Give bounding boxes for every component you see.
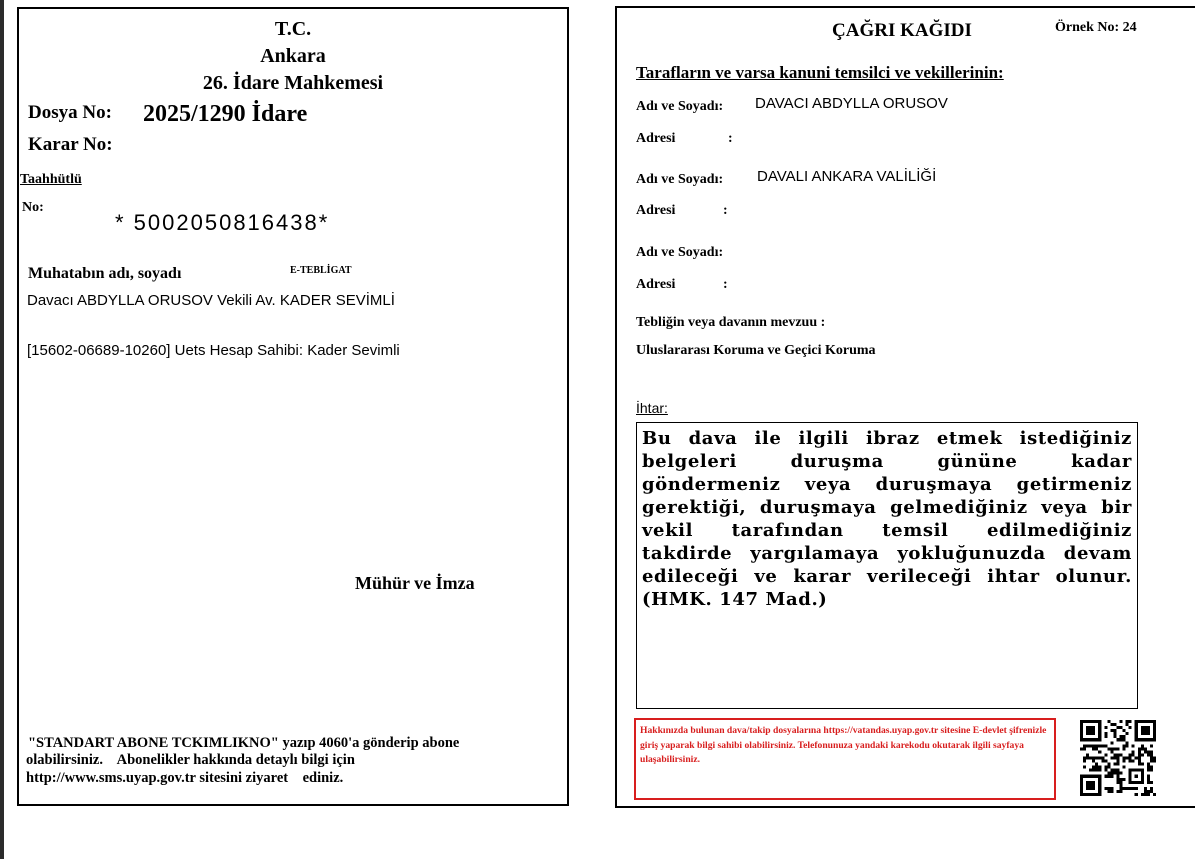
muhatap-value: Davacı ABDYLLA ORUSOV Vekili Av. KADER SEVİMLİ [27, 292, 395, 309]
court-line-1: T.C. [274, 18, 312, 40]
muhatap-label: Muhatabın adı, soyadı [28, 265, 182, 282]
no-label: No: [22, 200, 44, 215]
party2-addr-colon: : [723, 203, 728, 218]
summons-title: ÇAĞRI KAĞIDI [832, 20, 972, 41]
muhur-imza: Mühür ve İmza [355, 573, 475, 593]
karar-label: Karar No: [28, 134, 113, 155]
barcode-number: * 5002050816438* [115, 210, 330, 235]
page-edge [0, 0, 4, 859]
warning-box [636, 422, 1138, 709]
court-line-2: Ankara [260, 45, 326, 67]
uyap-info-box [634, 718, 1056, 800]
party2-addr-label: Adresi [636, 203, 676, 218]
party2-name-label: Adı ve Soyadı: [636, 172, 724, 187]
party1-name-label: Adı ve Soyadı: [636, 99, 724, 114]
sms-info-line-3: http://www.sms.uyap.gov.tr sitesini ziyaret ediniz. [26, 770, 344, 786]
etebligat-label: E-TEBLİGAT [290, 265, 352, 276]
court-line-3: 26. İdare Mahkemesi [202, 72, 384, 94]
party3-addr-colon: : [723, 277, 728, 292]
sms-info-line-1: "STANDART ABONE TCKIMLIKNO" yazıp 4060'a gönderip abone [28, 735, 460, 751]
ihtar-label: İhtar: [636, 400, 668, 416]
qr-code-icon[interactable] [1080, 720, 1156, 796]
party3-addr-label: Adresi [636, 277, 676, 292]
party1-addr-colon: : [728, 131, 733, 146]
party1-name-value: DAVACI ABDYLLA ORUSOV [755, 95, 948, 112]
taahhutlu-label: Taahhütlü [20, 172, 82, 187]
party2-name-value: DAVALI ANKARA VALİLİĞİ [757, 168, 937, 185]
uyap-info-text: Hakkınızda bulunan dava/takip dosyalarına https://vatandas.uyap.gov.tr sitesine E-devlet şifrenizle giriş yaparak bilgi sahibi olabilirsiniz. Telefonunuza yandaki karekodu okutarak ilgili sayfaya ulaşabilirsiniz. [640, 725, 1047, 765]
dosya-value: 2025/1290 İdare [143, 101, 308, 127]
parties-heading: Tarafların ve varsa kanuni temsilci ve vekillerinin: [636, 63, 1004, 82]
dosya-label: Dosya No: [28, 102, 112, 123]
uets-value: [15602-06689-10260] Uets Hesap Sahibi: Kader Sevimli [27, 342, 400, 359]
ornek-no: Örnek No: 24 [1055, 20, 1137, 35]
subject-label: Tebliğin veya davanın mevzuu : [636, 315, 826, 330]
party3-name-label: Adı ve Soyadı: [636, 245, 724, 260]
subject-value: Uluslararası Koruma ve Geçici Koruma [636, 343, 876, 358]
sms-info-line-2: olabilirsiniz. Abonelikler hakkında detaylı bilgi için [26, 752, 355, 768]
warning-text: Bu dava ile ilgili ibraz etmek istediğiniz belgeleri duruşma gününe kadar göndermeniz veya duruşmaya getirmeniz gerektiği, duruşmaya gelmediğiniz veya bir vekil tarafından temsil edilmediğiniz takdirde yargılamaya yokluğunuzda devam edileceği ve karar verileceği ihtar olunur. (HMK. 147 Mad.) [642, 428, 1132, 610]
party1-addr-label: Adresi [636, 131, 676, 146]
